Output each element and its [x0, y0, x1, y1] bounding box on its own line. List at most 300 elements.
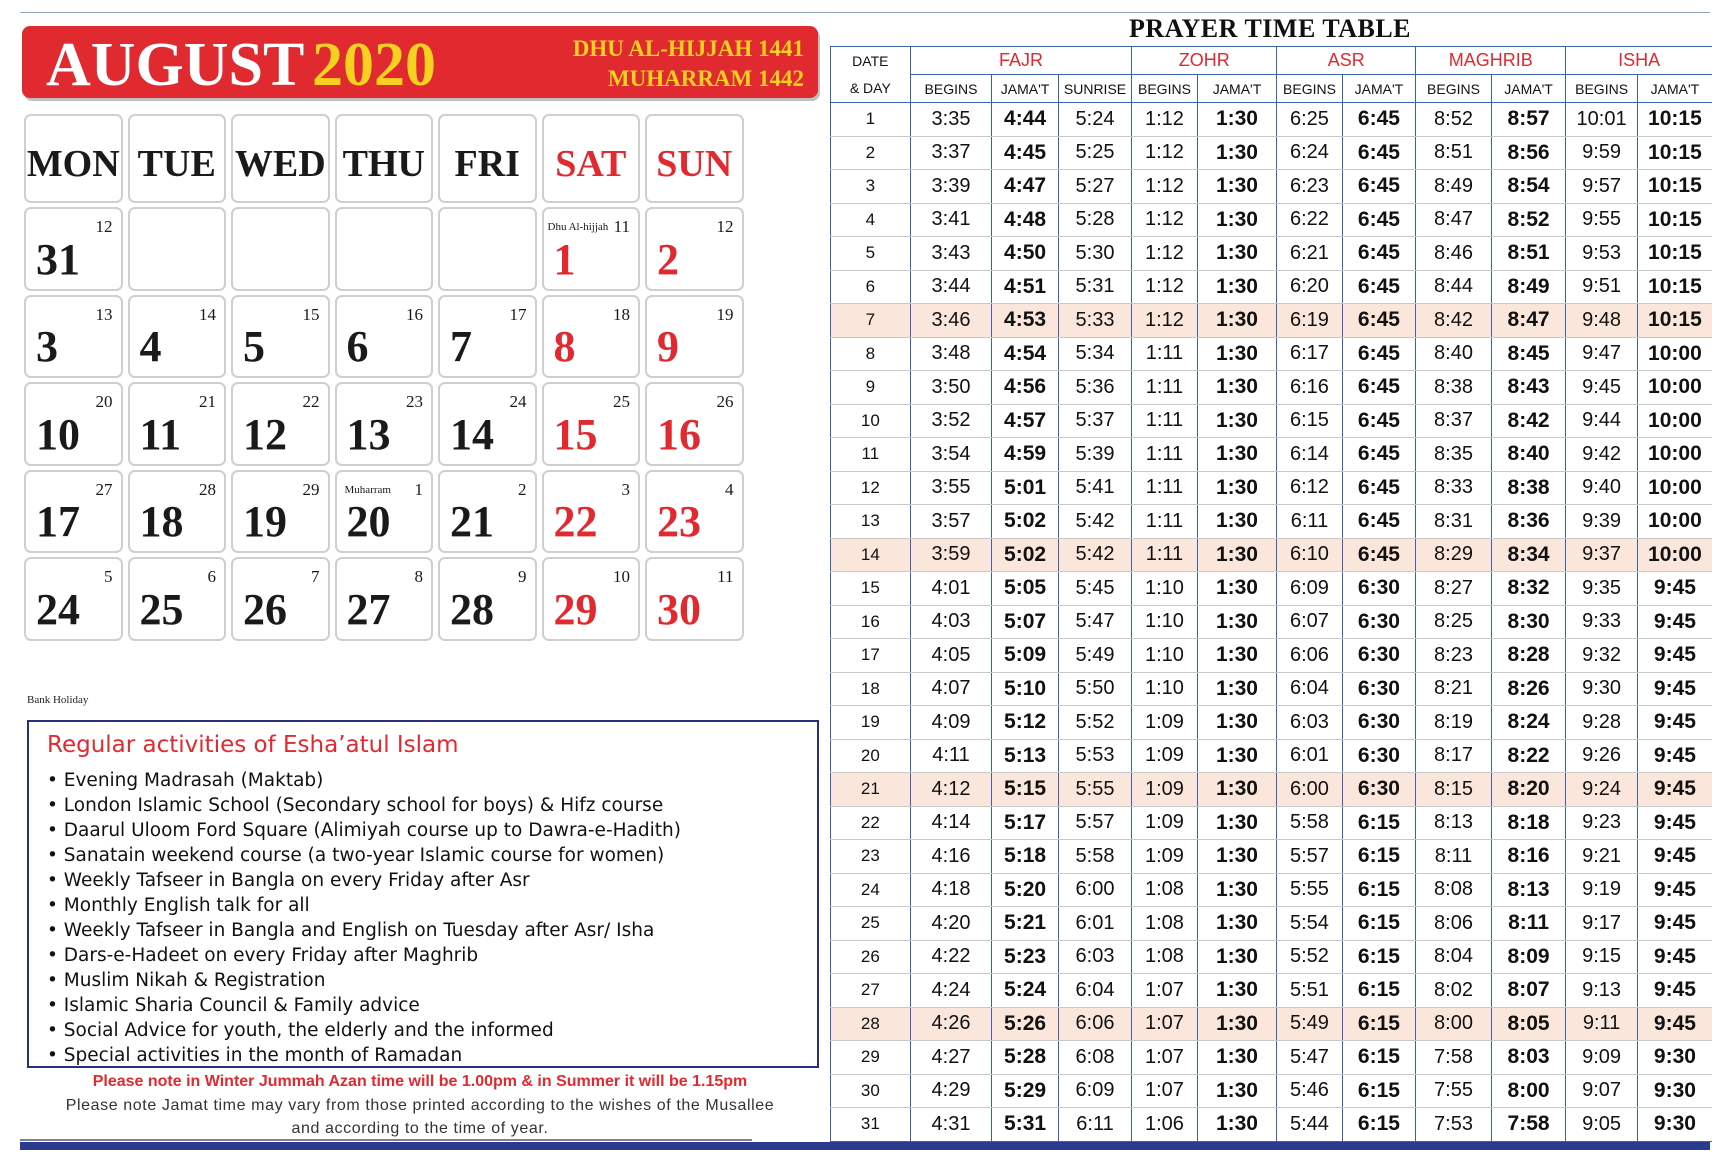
time-cell: 9:30 [1637, 1108, 1712, 1142]
time-cell: 9:30 [1637, 1041, 1712, 1075]
time-cell: 6:21 [1277, 237, 1342, 271]
table-row [831, 572, 1713, 606]
time-cell: 1:30 [1197, 203, 1277, 237]
calendar-day-12 [231, 382, 330, 466]
time-cell: 1:30 [1197, 304, 1277, 338]
time-cell: 9:24 [1566, 773, 1637, 807]
time-cell: 6:45 [1342, 136, 1416, 170]
time-cell: 6:15 [1342, 1007, 1416, 1041]
time-cell: 4:01 [910, 572, 992, 606]
time-cell: 8:00 [1416, 1007, 1492, 1041]
time-cell: 8:08 [1416, 873, 1492, 907]
banner-hijri-line1: DHU AL-HIJJAH 1441 [572, 36, 804, 61]
time-cell: 9:19 [1566, 873, 1637, 907]
time-cell: 1:30 [1197, 907, 1277, 941]
time-cell: 9:45 [1637, 739, 1712, 773]
time-cell: 8:38 [1491, 471, 1566, 505]
table-row [831, 438, 1713, 472]
row-date: 24 [831, 873, 911, 907]
calendar-day-16 [645, 382, 744, 466]
row-date: 4 [831, 203, 911, 237]
hijri-date: 21 [199, 392, 216, 411]
time-cell: 3:52 [910, 404, 992, 438]
row-date: 1 [831, 103, 911, 137]
time-cell: 6:15 [1277, 404, 1342, 438]
calendar-day-4 [128, 295, 227, 379]
hijri-date: 11 [613, 217, 630, 236]
time-cell: 1:30 [1197, 1007, 1277, 1041]
time-cell: 5:28 [1058, 203, 1132, 237]
gregorian-date: 21 [450, 497, 494, 546]
time-cell: 9:45 [1637, 572, 1712, 606]
time-cell: 1:30 [1197, 639, 1277, 673]
hijri-date: 9 [518, 567, 527, 586]
time-cell: 6:30 [1342, 572, 1416, 606]
day-header: & DAY [831, 75, 911, 103]
time-cell: 8:15 [1416, 773, 1492, 807]
time-cell: 8:04 [1416, 940, 1492, 974]
time-cell: 1:08 [1132, 873, 1197, 907]
table-row [831, 873, 1713, 907]
weekday-label: MON [26, 143, 120, 185]
activity-item: • Weekly Tafseer in Bangla and English on Tuesday after Asr/ Isha [47, 918, 681, 943]
hijri-date: 6 [207, 567, 216, 586]
time-cell: 6:09 [1058, 1074, 1132, 1108]
table-row [831, 337, 1713, 371]
time-cell: 4:05 [910, 639, 992, 673]
hijri-date: 12 [95, 217, 113, 236]
time-cell: 8:03 [1491, 1041, 1566, 1075]
row-date: 23 [831, 840, 911, 874]
subheader-jamat: JAMA'T [1342, 75, 1416, 103]
time-cell: 6:12 [1277, 471, 1342, 505]
hijri-date: 12 [716, 217, 734, 236]
time-cell: 1:12 [1132, 136, 1197, 170]
time-cell: 5:47 [1277, 1041, 1342, 1075]
gregorian-date: 6 [346, 322, 369, 371]
table-group-header-row [831, 47, 1713, 75]
time-cell: 3:54 [910, 438, 992, 472]
time-cell: 1:30 [1197, 538, 1277, 572]
time-cell: 4:03 [910, 605, 992, 639]
time-cell: 8:45 [1491, 337, 1566, 371]
row-date: 29 [831, 1041, 911, 1075]
gregorian-date: 13 [346, 409, 391, 459]
hijri-date: 4 [725, 479, 734, 499]
time-cell: 1:09 [1132, 840, 1197, 874]
activity-item: • Daarul Uloom Ford Square (Alimiyah course up to Dawra-e-Hadith) [47, 818, 681, 843]
time-cell: 9:45 [1637, 706, 1712, 740]
activity-item: • Social Advice for youth, the elderly and the informed [47, 1018, 681, 1043]
calendar-day-29 [542, 557, 641, 641]
time-cell: 5:41 [1058, 471, 1132, 505]
month-banner [22, 26, 818, 98]
time-cell: 9:45 [1637, 974, 1712, 1008]
time-cell: 1:11 [1132, 371, 1197, 405]
time-cell: 8:32 [1491, 572, 1566, 606]
hijri-date: 18 [613, 304, 630, 324]
time-cell: 8:44 [1416, 270, 1492, 304]
table-row [831, 974, 1713, 1008]
time-cell: 6:45 [1342, 371, 1416, 405]
time-cell: 1:07 [1132, 1074, 1197, 1108]
table-row [831, 170, 1713, 204]
time-cell: 1:30 [1197, 136, 1277, 170]
calendar-day-19 [231, 470, 330, 554]
time-cell: 1:10 [1132, 605, 1197, 639]
calendar-day-30 [645, 557, 744, 641]
time-cell: 1:30 [1197, 605, 1277, 639]
gregorian-date: 11 [139, 409, 182, 459]
row-date: 21 [831, 773, 911, 807]
hijri-date: 23 [406, 392, 423, 411]
calendar-day-28 [438, 557, 537, 641]
time-cell: 5:49 [1277, 1007, 1342, 1041]
time-cell: 4:09 [910, 706, 992, 740]
gregorian-date: 2 [657, 234, 679, 284]
time-cell: 6:45 [1342, 337, 1416, 371]
time-cell: 5:58 [1058, 840, 1132, 874]
time-cell: 6:45 [1342, 203, 1416, 237]
time-cell: 1:30 [1197, 672, 1277, 706]
time-cell: 1:12 [1132, 304, 1197, 338]
time-cell: 9:45 [1637, 1007, 1712, 1041]
time-cell: 5:24 [992, 974, 1058, 1008]
time-cell: 9:45 [1637, 873, 1712, 907]
time-cell: 1:11 [1132, 538, 1197, 572]
time-cell: 8:54 [1491, 170, 1566, 204]
subheader-begins: BEGINS [1132, 75, 1197, 103]
time-cell: 1:12 [1132, 103, 1197, 137]
time-cell: 4:27 [910, 1041, 992, 1075]
weekday-header-mon [24, 114, 123, 203]
calendar-day-2 [645, 207, 744, 291]
time-cell: 5:44 [1277, 1108, 1342, 1142]
time-cell: 5:27 [1058, 170, 1132, 204]
time-cell: 9:47 [1566, 337, 1637, 371]
banner-month: AUGUST [46, 31, 305, 99]
row-date: 28 [831, 1007, 911, 1041]
time-cell: 10:00 [1637, 471, 1712, 505]
gregorian-date: 18 [139, 497, 184, 546]
date-header: DATE [831, 47, 911, 75]
time-cell: 5:21 [992, 907, 1058, 941]
time-cell: 1:12 [1132, 170, 1197, 204]
time-cell: 6:45 [1342, 538, 1416, 572]
time-cell: 1:12 [1132, 203, 1197, 237]
gregorian-date: 5 [243, 322, 265, 371]
hijri-date: 17 [509, 304, 527, 324]
time-cell: 8:00 [1491, 1074, 1566, 1108]
time-cell: 1:30 [1197, 270, 1277, 304]
hijri-date: 27 [95, 479, 113, 499]
gregorian-date: 22 [553, 497, 598, 546]
weekday-header-wed [231, 114, 330, 203]
gregorian-date: 14 [450, 409, 494, 459]
time-cell: 1:30 [1197, 371, 1277, 405]
hijri-date: 22 [302, 392, 320, 411]
gregorian-date: 15 [553, 409, 598, 459]
time-cell: 9:45 [1566, 371, 1637, 405]
time-cell: 1:30 [1197, 438, 1277, 472]
time-cell: 8:21 [1416, 672, 1492, 706]
calendar-day-26 [231, 557, 330, 641]
calendar-day-14 [438, 382, 537, 466]
time-cell: 5:39 [1058, 438, 1132, 472]
time-cell: 3:50 [910, 371, 992, 405]
hijri-date: 24 [509, 392, 527, 411]
time-cell: 9:45 [1637, 940, 1712, 974]
group-header-fajr: FAJR [910, 47, 1132, 75]
time-cell: 8:33 [1416, 471, 1492, 505]
time-cell: 4:12 [910, 773, 992, 807]
gregorian-date: 27 [346, 584, 391, 634]
time-cell: 4:50 [992, 237, 1058, 271]
time-cell: 4:45 [992, 136, 1058, 170]
table-row [831, 270, 1713, 304]
gregorian-date: 26 [243, 584, 287, 634]
time-cell: 5:09 [992, 639, 1058, 673]
time-cell: 9:45 [1637, 672, 1712, 706]
time-cell: 1:30 [1197, 840, 1277, 874]
table-row [831, 103, 1713, 137]
time-cell: 4:56 [992, 371, 1058, 405]
gregorian-date: 9 [657, 322, 679, 371]
time-cell: 5:54 [1277, 907, 1342, 941]
row-date: 19 [831, 706, 911, 740]
time-cell: 4:48 [992, 203, 1058, 237]
time-cell: 1:08 [1132, 940, 1197, 974]
time-cell: 6:08 [1058, 1041, 1132, 1075]
time-cell: 6:15 [1342, 1074, 1416, 1108]
time-cell: 6:10 [1277, 538, 1342, 572]
subheader-begins: BEGINS [1566, 75, 1637, 103]
time-cell: 5:52 [1277, 940, 1342, 974]
time-cell: 9:45 [1637, 605, 1712, 639]
table-row [831, 1007, 1713, 1041]
bottom-rule [20, 1142, 1710, 1150]
hijri-date: 20 [95, 392, 113, 411]
time-cell: 8:42 [1416, 304, 1492, 338]
time-cell: 6:07 [1277, 605, 1342, 639]
table-row [831, 739, 1713, 773]
table-row [831, 471, 1713, 505]
time-cell: 6:01 [1058, 907, 1132, 941]
row-date: 6 [831, 270, 911, 304]
time-cell: 3:57 [910, 505, 992, 539]
time-cell: 5:47 [1058, 605, 1132, 639]
time-cell: 4:16 [910, 840, 992, 874]
hijri-date: 5 [104, 567, 113, 586]
time-cell: 10:15 [1637, 237, 1712, 271]
group-header-isha: ISHA [1566, 47, 1712, 75]
time-cell: 5:20 [992, 873, 1058, 907]
weekday-label: FRI [454, 143, 520, 185]
time-cell: 9:44 [1566, 404, 1637, 438]
time-cell: 6:30 [1342, 739, 1416, 773]
time-cell: 10:00 [1637, 371, 1712, 405]
time-cell: 1:30 [1197, 739, 1277, 773]
activity-item: • Special activities in the month of Ramadan [47, 1043, 681, 1068]
time-cell: 5:57 [1058, 806, 1132, 840]
hijri-date: 19 [716, 304, 734, 324]
time-cell: 6:45 [1342, 438, 1416, 472]
time-cell: 9:59 [1566, 136, 1637, 170]
time-cell: 3:39 [910, 170, 992, 204]
table-row [831, 304, 1713, 338]
hijri-date: 16 [406, 304, 423, 324]
hijri-month-label: Muharram [344, 483, 391, 496]
time-cell: 1:10 [1132, 672, 1197, 706]
time-cell: 3:43 [910, 237, 992, 271]
time-cell: 6:45 [1342, 404, 1416, 438]
weekday-header-sat [542, 114, 641, 203]
time-cell: 9:11 [1566, 1007, 1637, 1041]
activity-item: • Monthly English talk for all [47, 893, 681, 918]
weekday-label: TUE [137, 143, 216, 185]
activity-item: • Weekly Tafseer in Bangla on every Friday after Asr [47, 868, 681, 893]
row-date: 11 [831, 438, 911, 472]
time-cell: 5:33 [1058, 304, 1132, 338]
time-cell: 5:57 [1277, 840, 1342, 874]
subheader-sunrise: SUNRISE [1058, 75, 1132, 103]
table-row [831, 371, 1713, 405]
time-cell: 1:07 [1132, 1041, 1197, 1075]
time-cell: 8:09 [1491, 940, 1566, 974]
time-cell: 1:11 [1132, 438, 1197, 472]
gregorian-date: 8 [553, 322, 576, 371]
time-cell: 7:53 [1416, 1108, 1492, 1142]
row-date: 9 [831, 371, 911, 405]
time-cell: 8:18 [1491, 806, 1566, 840]
time-cell: 3:44 [910, 270, 992, 304]
time-cell: 8:42 [1491, 404, 1566, 438]
row-date: 25 [831, 907, 911, 941]
time-cell: 9:37 [1566, 538, 1637, 572]
hijri-date: 29 [302, 479, 320, 499]
time-cell: 6:20 [1277, 270, 1342, 304]
time-cell: 6:03 [1277, 706, 1342, 740]
time-cell: 1:11 [1132, 471, 1197, 505]
time-cell: 1:30 [1197, 471, 1277, 505]
time-cell: 5:58 [1277, 806, 1342, 840]
gregorian-date: 23 [657, 497, 701, 546]
time-cell: 6:14 [1277, 438, 1342, 472]
time-cell: 10:15 [1637, 136, 1712, 170]
time-cell: 5:42 [1058, 505, 1132, 539]
time-cell: 6:45 [1342, 237, 1416, 271]
subheader-begins: BEGINS [1416, 75, 1492, 103]
row-date: 20 [831, 739, 911, 773]
time-cell: 8:51 [1491, 237, 1566, 271]
time-cell: 8:40 [1491, 438, 1566, 472]
row-date: 12 [831, 471, 911, 505]
prayer-time-table [830, 46, 1712, 1142]
calendar-day-10 [24, 382, 123, 466]
time-cell: 6:00 [1277, 773, 1342, 807]
calendar-day-25 [128, 557, 227, 641]
time-cell: 10:00 [1637, 404, 1712, 438]
table-row [831, 1041, 1713, 1075]
time-cell: 6:22 [1277, 203, 1342, 237]
time-cell: 9:28 [1566, 706, 1637, 740]
time-cell: 1:30 [1197, 873, 1277, 907]
time-cell: 4:51 [992, 270, 1058, 304]
time-cell: 6:04 [1058, 974, 1132, 1008]
gregorian-date: 10 [36, 409, 80, 459]
time-cell: 8:56 [1491, 136, 1566, 170]
table-row [831, 639, 1713, 673]
time-cell: 8:38 [1416, 371, 1492, 405]
time-cell: 1:11 [1132, 337, 1197, 371]
time-cell: 8:27 [1416, 572, 1492, 606]
activity-item: • Dars-e-Hadeet on every Friday after Maghrib [47, 943, 681, 968]
calendar-empty-cell [231, 207, 330, 291]
calendar-day-13 [335, 382, 434, 466]
row-date: 31 [831, 1108, 911, 1142]
time-cell: 10:00 [1637, 337, 1712, 371]
time-cell: 8:29 [1416, 538, 1492, 572]
calendar-day-6 [335, 295, 434, 379]
subheader-begins: BEGINS [910, 75, 992, 103]
gregorian-date: 25 [139, 584, 184, 634]
row-date: 27 [831, 974, 911, 1008]
weekday-header-thu [335, 114, 434, 203]
time-cell: 5:26 [992, 1007, 1058, 1041]
time-cell: 6:11 [1277, 505, 1342, 539]
hijri-date: 11 [717, 567, 734, 586]
time-cell: 1:30 [1197, 1074, 1277, 1108]
time-cell: 5:01 [992, 471, 1058, 505]
weekday-header-fri [438, 114, 537, 203]
time-cell: 5:29 [992, 1074, 1058, 1108]
time-cell: 9:48 [1566, 304, 1637, 338]
subheader-begins: BEGINS [1277, 75, 1342, 103]
time-cell: 6:30 [1342, 773, 1416, 807]
calendar-day-7 [438, 295, 537, 379]
table-row [831, 806, 1713, 840]
time-cell: 6:30 [1342, 672, 1416, 706]
time-cell: 5:18 [992, 840, 1058, 874]
subheader-jamat: JAMA'T [992, 75, 1058, 103]
time-cell: 4:54 [992, 337, 1058, 371]
time-cell: 5:55 [1058, 773, 1132, 807]
time-cell: 4:20 [910, 907, 992, 941]
gregorian-date: 3 [36, 322, 58, 371]
time-cell: 8:22 [1491, 739, 1566, 773]
time-cell: 1:09 [1132, 706, 1197, 740]
calendar-day-20 [335, 470, 434, 554]
time-cell: 5:30 [1058, 237, 1132, 271]
time-cell: 1:30 [1197, 706, 1277, 740]
time-cell: 8:23 [1416, 639, 1492, 673]
row-date: 26 [831, 940, 911, 974]
gregorian-date: 31 [36, 234, 80, 284]
time-cell: 6:03 [1058, 940, 1132, 974]
time-cell: 6:15 [1342, 940, 1416, 974]
table-subheader-row [831, 75, 1713, 103]
time-cell: 9:45 [1637, 773, 1712, 807]
bottom-rule-thin [20, 1139, 752, 1141]
time-cell: 6:15 [1342, 873, 1416, 907]
row-date: 30 [831, 1074, 911, 1108]
time-cell: 8:40 [1416, 337, 1492, 371]
weekday-label: SAT [555, 143, 627, 185]
group-header-asr: ASR [1277, 47, 1416, 75]
table-row [831, 404, 1713, 438]
row-date: 15 [831, 572, 911, 606]
time-cell: 10:15 [1637, 203, 1712, 237]
